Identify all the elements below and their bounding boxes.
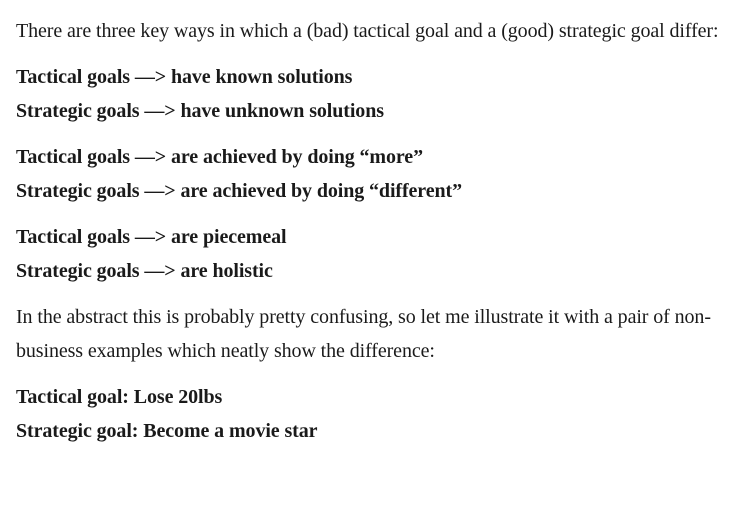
strategic-statement: Strategic goals —> have unknown solutions <box>16 100 384 122</box>
strategic-example: Strategic goal: Become a movie star <box>16 420 318 442</box>
strategic-statement: Strategic goals —> are achieved by doing “different” <box>16 180 462 202</box>
transition-paragraph: In the abstract this is probably pretty confusing, so let me illustrate it with a pair of non-business examples which neatly show the difference: <box>16 306 711 362</box>
example-goals <box>16 380 738 448</box>
comparison-piecemeal-vs-holistic <box>16 220 738 288</box>
comparison-more-vs-different <box>16 140 738 208</box>
comparison-known-solutions <box>16 60 738 128</box>
intro-paragraph: There are three key ways in which a (bad) tactical goal and a (good) strategic goal differ: <box>16 20 719 42</box>
strategic-statement: Strategic goals —> are holistic <box>16 260 273 282</box>
tactical-statement: Tactical goals —> are achieved by doing “more” <box>16 146 423 168</box>
tactical-example: Tactical goal: Lose 20lbs <box>16 386 223 408</box>
tactical-statement: Tactical goals —> have known solutions <box>16 66 353 88</box>
tactical-statement: Tactical goals —> are piecemeal <box>16 226 287 248</box>
